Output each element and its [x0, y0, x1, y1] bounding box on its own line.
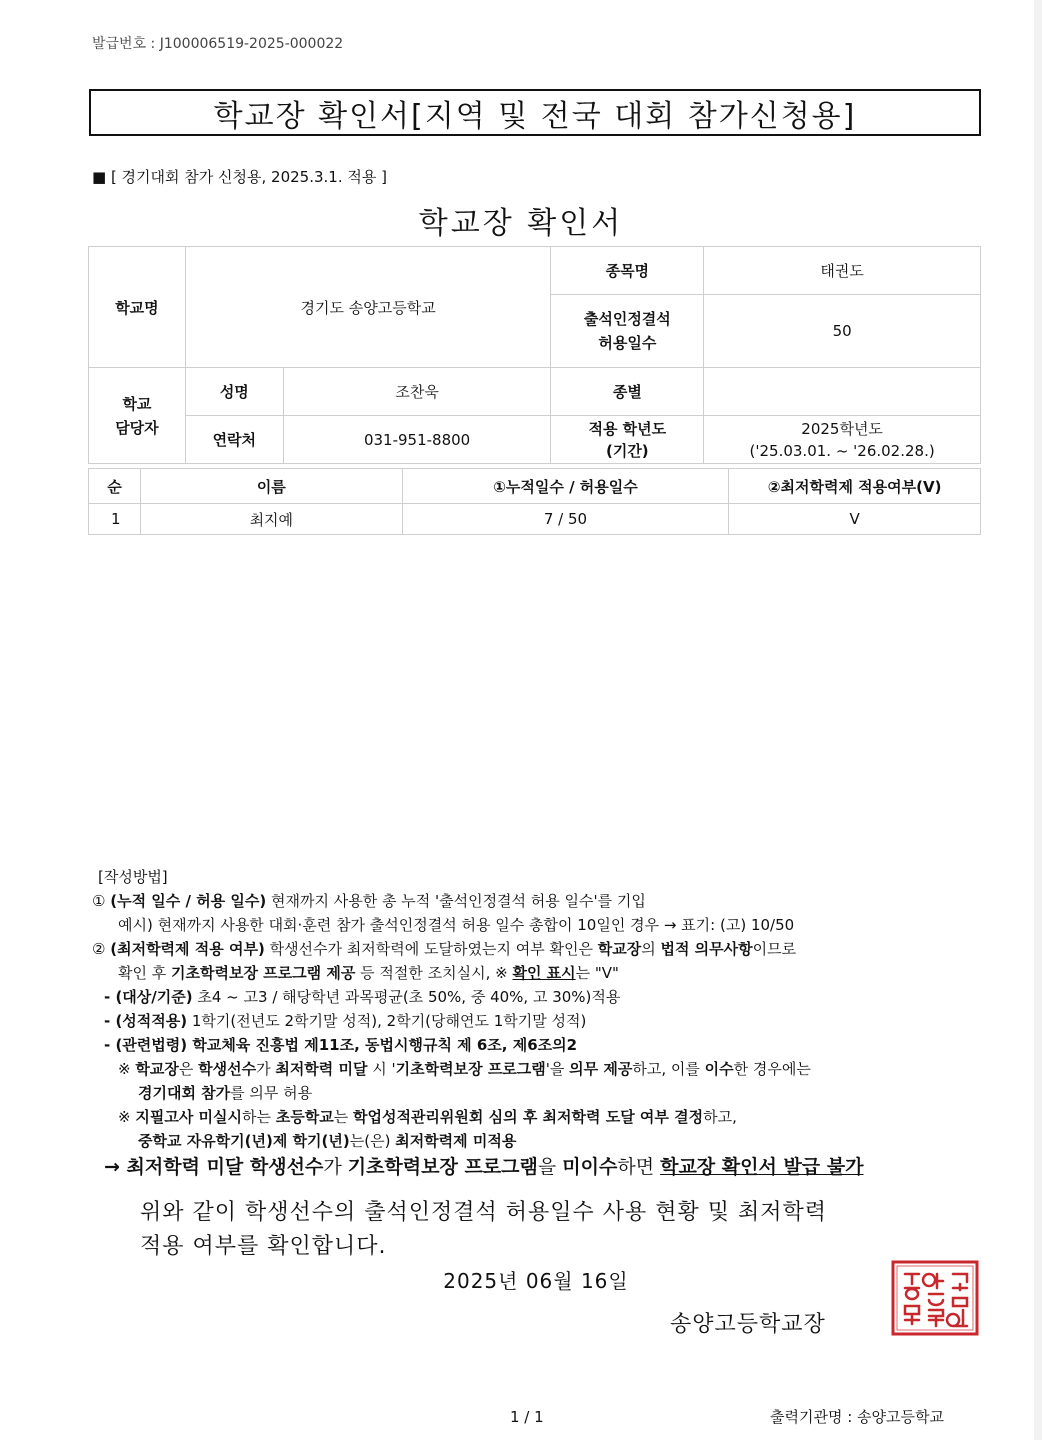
year-value: [704, 416, 981, 464]
note-2-text-a: 학생선수가 최저학력에 도달하였는지 여부 확인은: [264, 940, 598, 958]
row-no: 1: [89, 504, 141, 535]
col-header-days: ①누적일수 / 허용일수: [402, 469, 729, 504]
final-warning-f: 하면: [617, 1156, 661, 1178]
final-warning: [92, 1155, 863, 1179]
col-header-no: 순: [89, 469, 141, 504]
page-number: 1 / 1: [510, 1408, 544, 1426]
detail-law: [92, 1033, 863, 1057]
row-min-academic: V: [729, 504, 981, 535]
remark-2-g: 하고,: [703, 1108, 737, 1126]
student-table-header: [89, 469, 981, 504]
remark-2-c: 하는: [242, 1108, 276, 1126]
final-warning-g: 학교장 확인서 발급 불가: [660, 1156, 864, 1178]
remark-1-e: 가: [256, 1060, 276, 1078]
category-label: 종별: [551, 368, 704, 416]
remark-2-line2-b: 는(은): [349, 1132, 396, 1150]
final-warning-a: → 최저학력 미달 학생선수: [104, 1156, 324, 1178]
final-warning-b: 가: [323, 1156, 348, 1178]
remark-1-g: 시 ': [367, 1060, 396, 1078]
remark-1-k: 하고, 이를: [632, 1060, 705, 1078]
instructions: [92, 865, 863, 1179]
contact-value: 031-951-8800: [283, 416, 551, 464]
document-title: 학교장 확인서: [418, 206, 624, 241]
final-warning-e: 미이수: [562, 1156, 618, 1178]
sport-label: 종목명: [551, 247, 704, 295]
remark-2: [92, 1105, 863, 1129]
main-title: 학교장 확인서[지역 및 전국 대회 참가신청용]: [213, 98, 857, 134]
remark-2-line2-a: 중학교 자유학기(년)제 학기(년): [138, 1132, 350, 1150]
year-value-line1: 2025학년도: [801, 419, 883, 438]
form-subtitle: ■ [ 경기대회 참가 신청용, 2025.3.1. 적용 ]: [92, 168, 387, 186]
note-1-number: ①: [92, 892, 106, 910]
note-2: [92, 937, 863, 961]
name-label: 성명: [185, 368, 283, 416]
remark-1-line2: [92, 1081, 863, 1105]
manager-label: [89, 368, 186, 464]
year-label-line2: (기간): [605, 441, 649, 460]
manager-label-line1: 학교: [122, 394, 152, 413]
remark-1-m: 한 경우에는: [733, 1060, 811, 1078]
remark-1-line2-b: 를 의무 허용: [230, 1084, 313, 1102]
student-table: [88, 468, 981, 535]
note-1-text: 현재까지 사용한 총 누적 '출석인정결석 허용 일수'를 기입: [266, 892, 646, 910]
remark-1: [92, 1057, 863, 1081]
issue-number: 발급번호 : J100006519-2025-000022: [92, 36, 344, 52]
name-value: 조찬욱: [283, 368, 551, 416]
note-2-line2-b: 등 적절한 조치실시, ※: [355, 964, 513, 982]
main-title-box: [89, 89, 981, 136]
school-info-table: [88, 246, 981, 464]
note-1: [92, 889, 863, 913]
detail-grades: [92, 1009, 863, 1033]
note-2-line2: [92, 961, 863, 985]
table-row: [89, 504, 981, 535]
note-2-title: (최저학력제 적용 여부): [110, 940, 265, 958]
remark-1-a: ※: [118, 1060, 136, 1078]
issuing-institution: 출력기관명 : 송양고등학교: [770, 1408, 944, 1426]
row-name: 최지예: [140, 504, 402, 535]
note-2-text-c: 의: [641, 940, 661, 958]
col-header-name: 이름: [140, 469, 402, 504]
note-2-line2-c: 는 "V": [575, 964, 619, 982]
detail-grades-title: - (성적적용): [104, 1012, 188, 1030]
remark-2-e: 는: [333, 1108, 353, 1126]
note-1-title: (누적 일수 / 허용 일수): [110, 892, 267, 910]
remark-2-line2: [92, 1129, 863, 1153]
contact-label: 연락처: [185, 416, 283, 464]
final-warning-c: 기초학력보장 프로그램: [347, 1156, 538, 1178]
issue-date: 2025년 06월 16일: [443, 1269, 629, 1293]
remark-2-f: 학업성적관리위원회 심의 후 최저학력 도달 여부 결정: [352, 1108, 704, 1126]
remark-2-a: ※: [118, 1108, 136, 1126]
row-days: 7 / 50: [402, 504, 729, 535]
final-warning-d: 을: [537, 1156, 563, 1178]
absence-label-line1: 출석인정결석: [583, 310, 671, 328]
detail-grades-text: 1학기(전년도 2학기말 성적), 2학기(당해연도 1학기말 성적): [187, 1012, 587, 1030]
note-2-bold-d: 법적 의무사항: [660, 940, 753, 958]
detail-law-text: - (관련법령) 학교체육 진흥법 제11조, 동법시행규칙 제 6조, 제6조의2: [104, 1036, 578, 1054]
remark-1-l: 이수: [704, 1060, 734, 1078]
sport-value: 태권도: [704, 247, 981, 295]
manager-label-line2: 담당자: [115, 418, 159, 437]
remark-2-line2-c: 최저학력제 미적용: [395, 1132, 517, 1150]
remark-1-c: 은: [178, 1060, 199, 1078]
detail-target-text: 초4 ~ 고3 / 해당학년 과목평균(초 50%, 중 40%, 고 30%)적용: [192, 988, 621, 1006]
note-1-example: 예시) 현재까지 사용한 대회·훈련 참가 출석인정결석 허용 일수 총합이 10일인 경우 → 표기: (고) 10/50: [118, 916, 795, 934]
confirmation-text: [140, 1196, 827, 1264]
note-2-line2-a: 확인 후: [118, 964, 172, 982]
absence-label-line2: 허용일수: [598, 334, 657, 352]
official-seal-stamp: [891, 1260, 979, 1336]
note-2-line2-underline: 확인 표시: [512, 964, 576, 982]
principal-name: 송양고등학교장: [670, 1312, 826, 1337]
note-2-text-e: 이므로: [752, 940, 797, 958]
remark-2-d: 초등학교: [275, 1108, 334, 1126]
remark-1-j: 의무 제공: [569, 1060, 633, 1078]
year-label-line1: 적용 학년도: [588, 419, 667, 438]
remark-1-b: 학교장: [135, 1060, 179, 1078]
remark-1-i: '을: [545, 1060, 570, 1078]
school-name-value: 경기도 송양고등학교: [185, 247, 551, 368]
remark-1-f: 최저학력 미달: [275, 1060, 368, 1078]
category-value: [704, 368, 981, 416]
note-2-bold-b: 학교장: [597, 940, 642, 958]
note-2-number: ②: [92, 940, 106, 958]
confirmation-line1: 위와 같이 학생선수의 출석인정결석 허용일수 사용 현황 및 최저학력: [140, 1200, 828, 1225]
instructions-heading: [작성방법]: [98, 868, 168, 886]
remark-1-h: 기초학력보장 프로그램: [395, 1060, 546, 1078]
remark-1-line2-a: 경기대회 참가: [138, 1084, 231, 1102]
remark-2-b: 지필고사 미실시: [135, 1108, 242, 1126]
absence-days-value: 50: [704, 295, 981, 368]
school-name-label: 학교명: [89, 247, 186, 368]
remark-1-d: 학생선수: [198, 1060, 257, 1078]
detail-target: [92, 985, 863, 1009]
year-value-line2: ('25.03.01. ~ '26.02.28.): [749, 441, 935, 460]
absence-days-label: [551, 295, 704, 368]
detail-target-title: - (대상/기준): [104, 988, 193, 1006]
note-2-line2-bold: 기초학력보장 프로그램 제공: [171, 964, 356, 982]
confirmation-line2: 적용 여부를 확인합니다.: [140, 1234, 387, 1259]
col-header-min-academic: ②최저학력제 적용여부(V): [729, 469, 981, 504]
year-label: [551, 416, 704, 464]
